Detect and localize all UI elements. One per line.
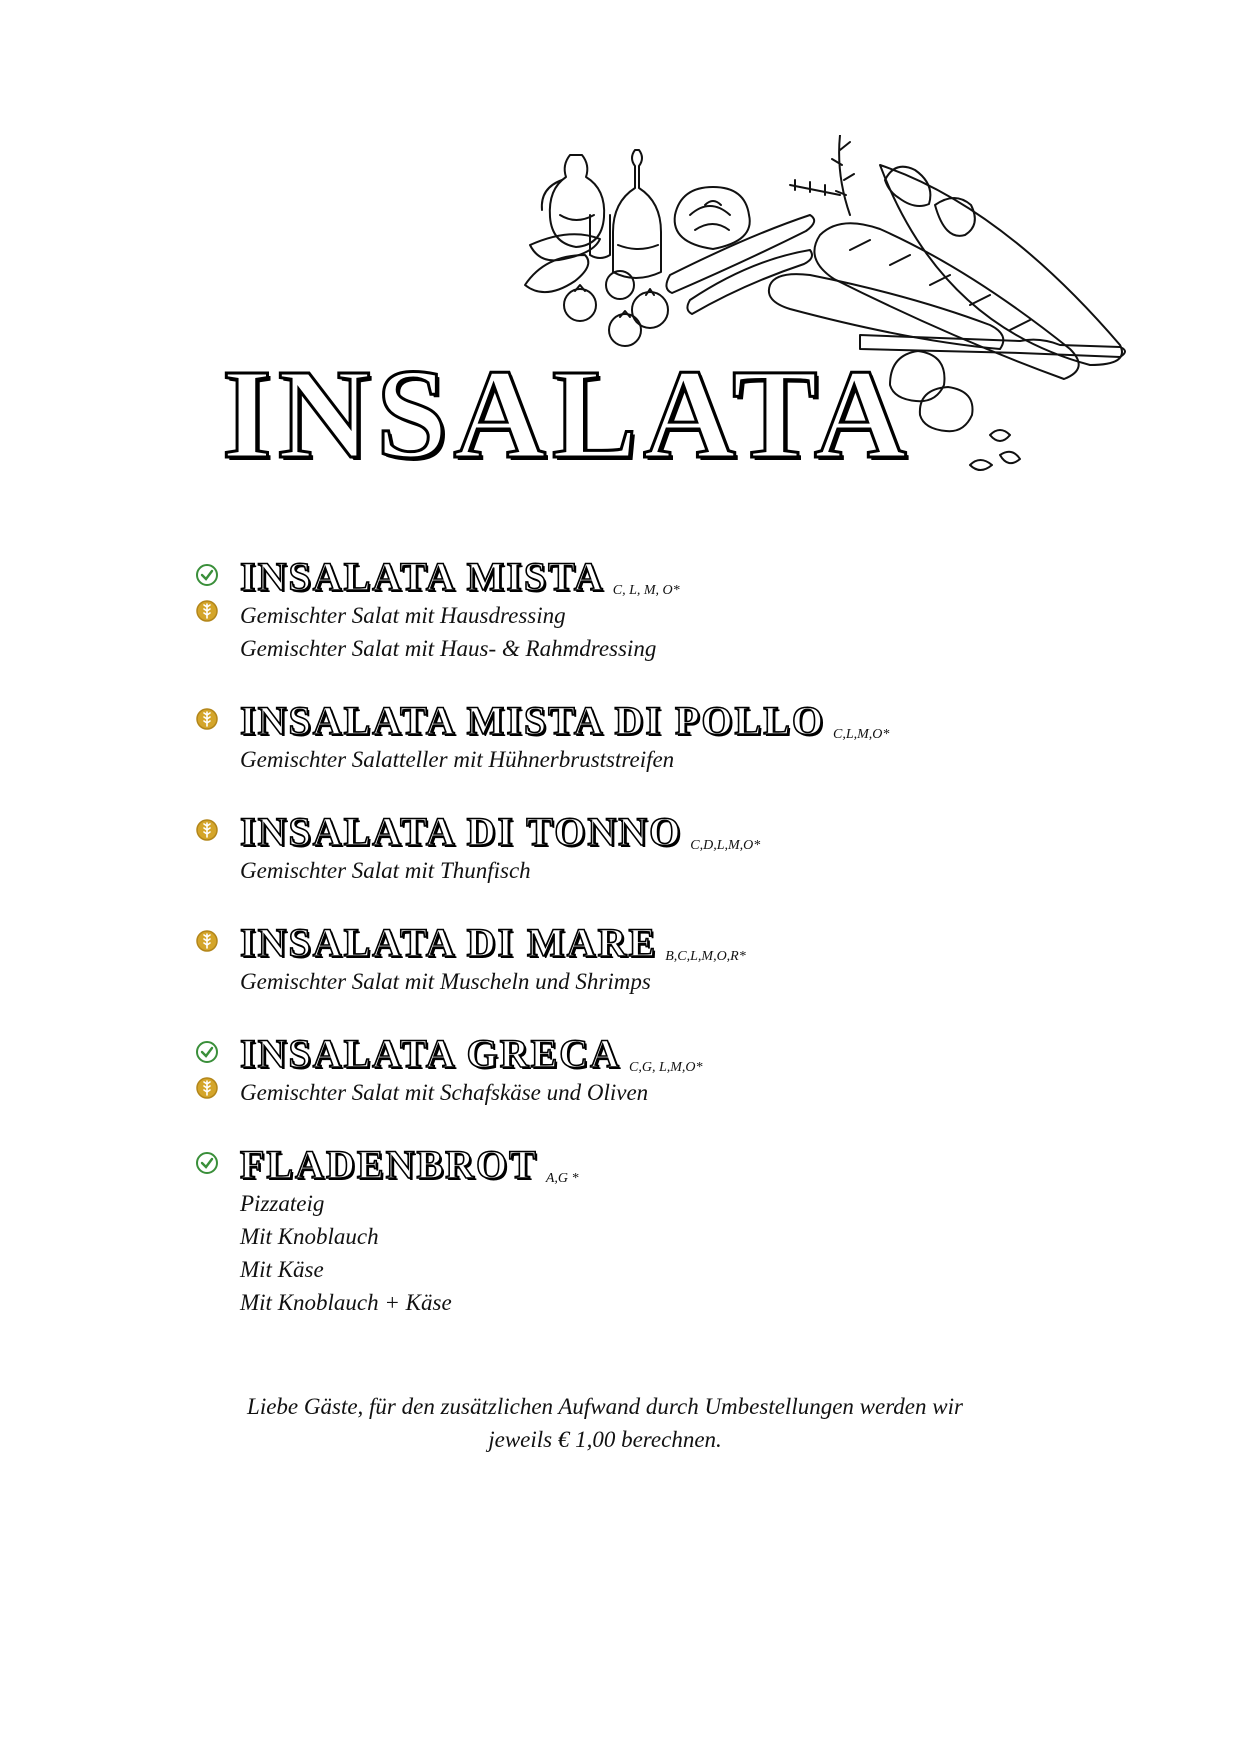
menu-item — [195, 1143, 1095, 1319]
item-description: Gemischter Salat mit Thunfisch — [240, 858, 531, 883]
note-line: jeweils € 1,00 berechnen. — [488, 1427, 722, 1452]
menu-list — [195, 555, 1095, 1319]
item-description: Pizzateig — [240, 1191, 325, 1216]
item-heading — [240, 810, 1095, 854]
item-body — [240, 921, 1095, 998]
surcharge-note — [180, 1390, 1030, 1456]
veg-icon — [195, 1040, 219, 1064]
veg-icon — [195, 563, 219, 587]
item-body — [240, 555, 1095, 665]
item-body — [240, 810, 1095, 887]
item-description: Gemischter Salatteller mit Hühnerbruststreifen — [240, 747, 675, 772]
menu-item — [195, 810, 1095, 887]
item-description: Gemischter Salat mit Hausdressing — [240, 603, 566, 628]
badge-group — [195, 818, 225, 854]
item-heading — [240, 699, 1095, 743]
item-description: Gemischter Salat mit Schafskäse und Oliven — [240, 1080, 649, 1105]
wheat-icon — [195, 707, 219, 731]
wheat-icon — [195, 818, 219, 842]
item-heading — [240, 1143, 1095, 1187]
item-body — [240, 1143, 1095, 1319]
item-body — [240, 1032, 1095, 1109]
item-name: INSALATA MISTA DI POLLO — [240, 698, 826, 743]
item-description: Mit Käse — [240, 1257, 324, 1282]
item-description: Mit Knoblauch — [240, 1224, 379, 1249]
item-description: Gemischter Salat mit Haus- & Rahmdressing — [240, 636, 657, 661]
item-name: INSALATA GRECA — [240, 1031, 622, 1076]
wheat-icon — [195, 599, 219, 623]
allergen-codes: C,D,L,M,O* — [690, 838, 761, 853]
menu-item — [195, 921, 1095, 998]
page-title: INSALATA — [222, 343, 913, 485]
item-name: INSALATA MISTA — [240, 554, 605, 599]
badge-group — [195, 1151, 225, 1187]
badge-group — [195, 707, 225, 743]
item-body — [240, 699, 1095, 776]
menu-item — [195, 1032, 1095, 1109]
wheat-icon — [195, 1076, 219, 1100]
veg-icon — [195, 1151, 219, 1175]
item-description: Mit Knoblauch + Käse — [240, 1290, 452, 1315]
item-heading — [240, 921, 1095, 965]
allergen-codes: B,C,L,M,O,R* — [665, 949, 746, 964]
item-name: INSALATA DI MARE — [240, 920, 658, 965]
badge-group — [195, 563, 225, 635]
allergen-codes: C, L, M, O* — [612, 583, 680, 598]
item-name: FLADENBROT — [240, 1142, 538, 1187]
allergen-codes: C,G, L,M,O* — [629, 1060, 703, 1075]
allergen-codes: A,G * — [545, 1171, 579, 1186]
wheat-icon — [195, 929, 219, 953]
badge-group — [195, 1040, 225, 1112]
item-heading — [240, 1032, 1095, 1076]
menu-item — [195, 699, 1095, 776]
item-description: Gemischter Salat mit Muscheln und Shrimps — [240, 969, 651, 994]
note-line: Liebe Gäste, für den zusätzlichen Aufwand durch Umbestellungen werden wir — [247, 1394, 963, 1419]
item-heading — [240, 555, 1095, 599]
badge-group — [195, 929, 225, 965]
allergen-codes: C,L,M,O* — [833, 727, 890, 742]
item-name: INSALATA DI TONNO — [240, 809, 683, 854]
menu-item — [195, 555, 1095, 665]
